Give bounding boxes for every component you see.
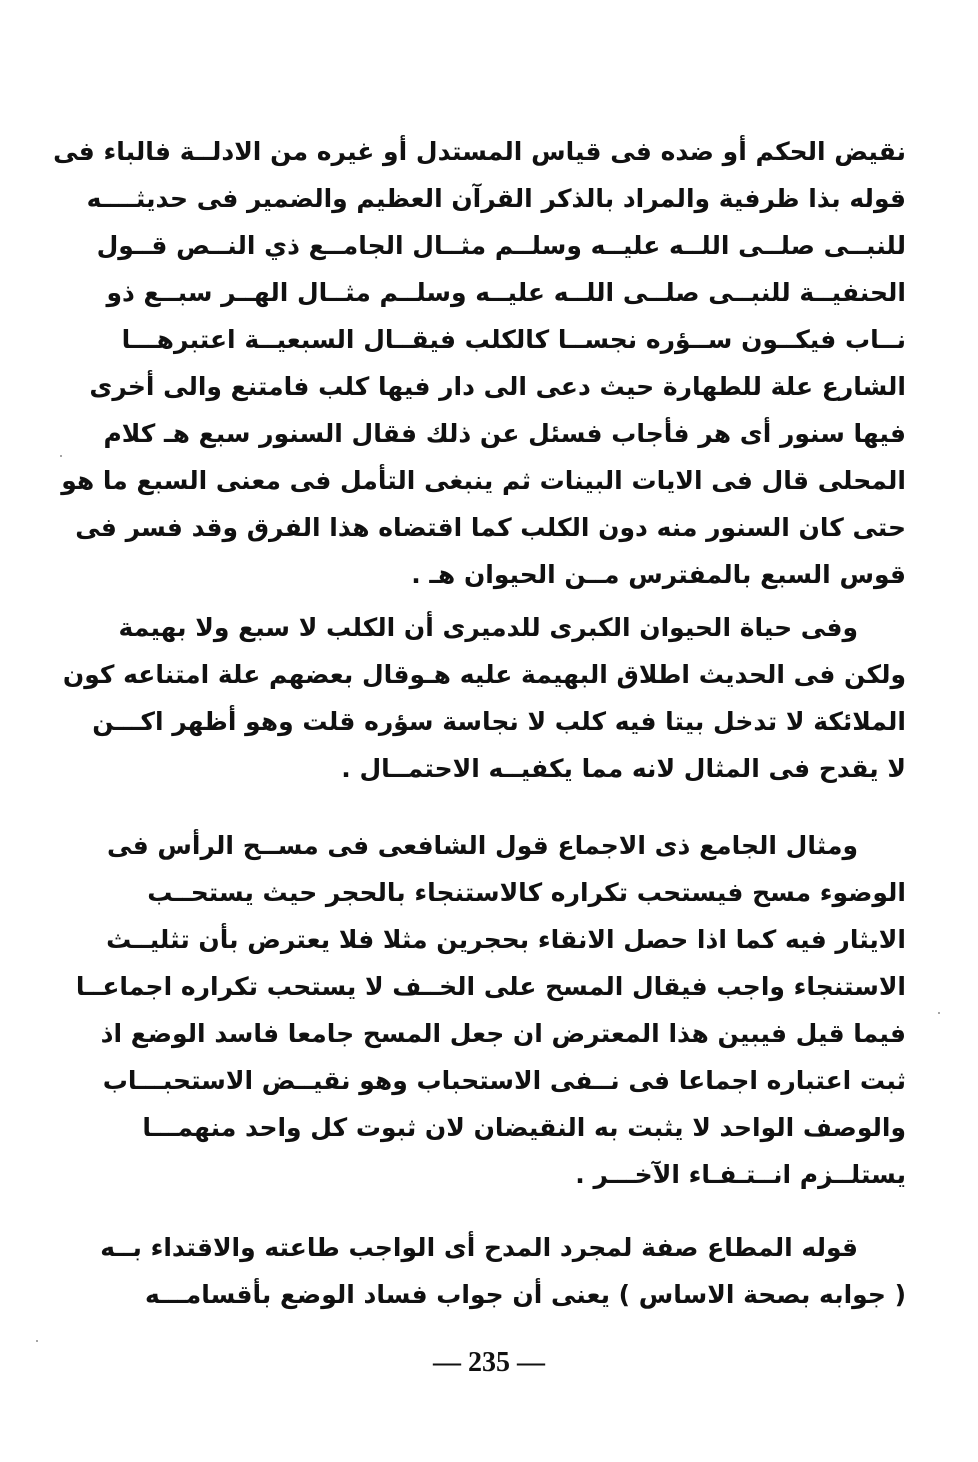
text-line: حتى كان السنور منه دون الكلب كما اقتضاه هذا الفرق وقد فسر فى xyxy=(75,513,906,542)
text-line: الحنفيــة للنبــى صلــى اللــه عليــه وسلــم مثــال الهــر سبــع ذو xyxy=(106,278,906,307)
paragraph-4 xyxy=(100,1224,906,1318)
paragraph-2 xyxy=(62,604,906,792)
scan-speck xyxy=(36,1340,38,1342)
text-line: ( جوابه بصحة الاساس ) يعنى أن جواب فساد الوضع بأقسامـــه xyxy=(145,1280,906,1309)
page-number: — 235 — xyxy=(433,1347,545,1378)
text-line: للنبــى صلــى اللــه عليــه وسلــم مثــال الجامــع ذي النــص قــول xyxy=(96,231,906,260)
text-line: نقيض الحكم أو ضده فى قياس المستدل أو غيره من الادلــة فالباء فى xyxy=(53,137,906,166)
text-line: ومثال الجامع ذى الاجماع قول الشافعى فى مســح الرأس فى xyxy=(107,831,858,860)
text-line: فيما قيل فيبين هذا المعترض ان جعل المسح جامعا فاسد الوضع اذ xyxy=(100,1019,906,1048)
scan-speck xyxy=(60,455,62,457)
text-line: الوضوء مسح فيستحب تكراره كالاستنجاء بالحجر حيث يستحــب xyxy=(147,878,906,907)
text-line: ثبت اعتباره اجماعا فى نــفى الاستحباب وهو نقيــض الاستحبـــاب xyxy=(102,1066,906,1095)
text-line: قوله المطاع صفة لمجرد المدح أى الواجب طاعته والاقتداء بــه xyxy=(100,1233,858,1262)
text-line: الايثار فيه كما اذا حصل الانقاء بحجرين مثلا فلا يعترض بأن تثليــث xyxy=(106,925,906,954)
text-line: الشارع علة للطهارة حيث دعى الى دار فيها كلب فامتنع والى أخرى xyxy=(89,372,906,401)
text-line: الملائكة لا تدخل بيتا فيه كلب لا نجاسة سؤره قلت وهو أظهر اكـــن xyxy=(92,707,906,736)
text-line: قوله بذا ظرفية والمراد بالذكر القرآن العظيم والضمير فى حديثــــه xyxy=(86,184,906,213)
paragraph-3 xyxy=(75,822,906,1198)
text-line: لا يقدح فى المثال لانه مما يكفيــه الاحتمــال . xyxy=(341,754,906,783)
text-line: نــاب فيكــون ســؤره نجســا كالكلب فيقــال السبعيــة اعتبرهـــا xyxy=(121,325,906,354)
paragraph-1 xyxy=(53,128,906,598)
text-line: ولكن فى الحديث اطلاق البهيمة عليه هـوقال بعضهم علة امتناعه كون xyxy=(62,660,906,689)
text-line: المحلى قال فى الايات البينات ثم ينبغى التأمل فى معنى السبع ما هو xyxy=(61,466,906,495)
text-line: وفى حياة الحيوان الكبرى للدميرى أن الكلب لا سبع ولا بهيمة xyxy=(118,613,858,642)
text-line: الاستنجاء واجب فيقال المسح على الخــف لا يستحب تكراره اجماعــا xyxy=(75,972,906,1001)
text-line: والوصف الواحد لا يثبت به النقيضان لان ثبوت كل واحد منهمـــا xyxy=(142,1113,906,1142)
text-line: فيها سنور أى هر فأجاب فسئل عن ذلك فقال السنور سبع هـ كلام xyxy=(103,419,906,448)
text-line: يستلــزم انــتـفـاء الآخـــر . xyxy=(575,1160,906,1189)
text-line: قوس السبع بالمفترس مــن الحيوان هـ . xyxy=(411,560,906,589)
scan-speck xyxy=(938,1012,940,1014)
